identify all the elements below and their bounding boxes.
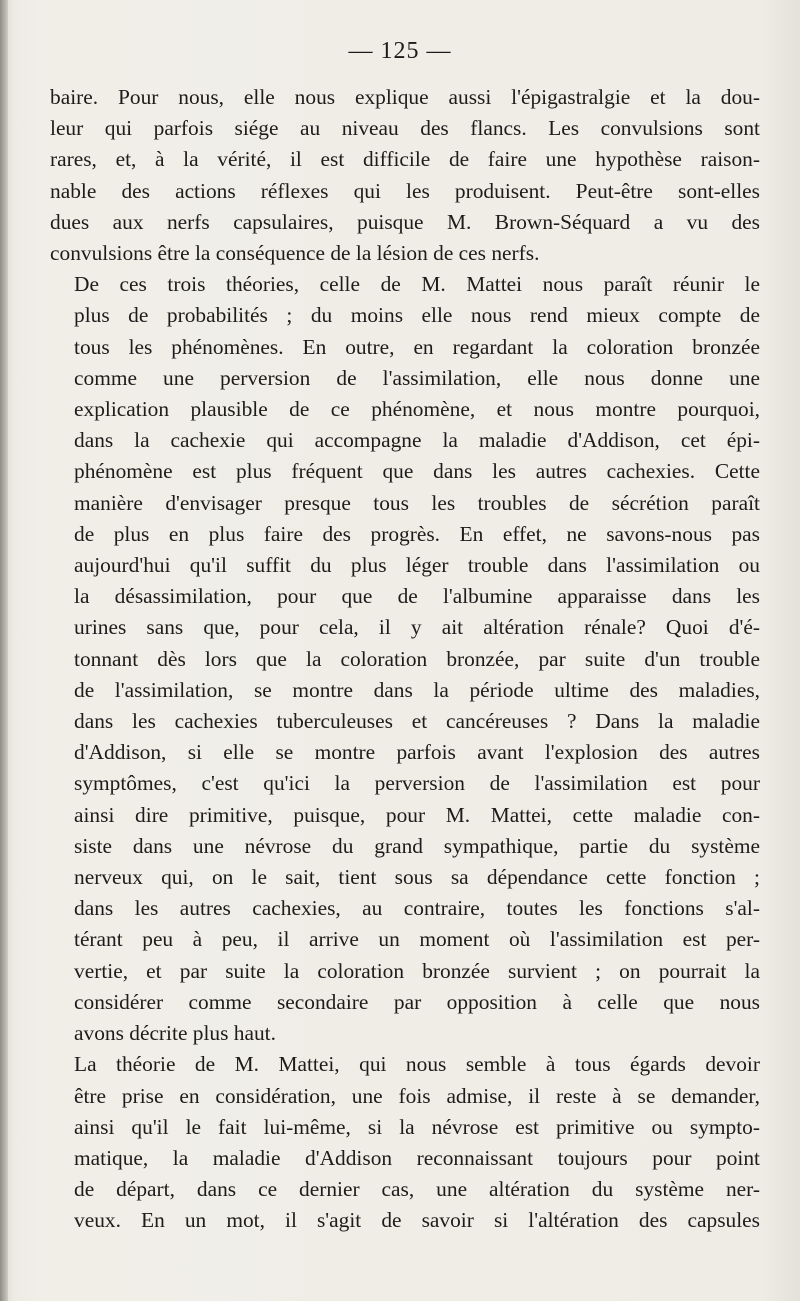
text-line: La théorie de M. Mattei, qui nous semble à tous égards devoir: [74, 1052, 760, 1077]
text-line: baire. Pour nous, elle nous explique aussi l'épigastralgie et la dou-: [50, 85, 760, 109]
text-line: nerveux qui, on le sait, tient sous sa dépendance cette fonction ;: [74, 865, 760, 890]
text-line: phénomène est plus fréquent que dans les autres cachexies. Cette: [74, 459, 760, 484]
text-line: ainsi dire primitive, puisque, pour M. Mattei, cette maladie con-: [74, 802, 760, 827]
text-line: considérer comme secondaire par opposition à celle que nous: [74, 989, 760, 1014]
page-binding-edge: [0, 0, 8, 1301]
text-line: dans la cachexie qui accompagne la maladie d'Addison, cet épi-: [74, 428, 760, 453]
text-line: comme une perversion de l'assimilation, elle nous donne une: [74, 365, 760, 390]
text-line: dans les cachexies tuberculeuses et cancéreuses ? Dans la maladie: [74, 709, 760, 734]
text-line: de l'assimilation, se montre dans la période ultime des maladies,: [74, 677, 760, 702]
text-line: être prise en considération, une fois admise, il reste à se demander,: [74, 1083, 760, 1108]
paragraph: [50, 269, 760, 1049]
text-line: de plus en plus faire des progrès. En effet, ne savons-nous pas: [74, 521, 760, 546]
text-line: symptômes, c'est qu'ici la perversion de l'assimilation est pour: [74, 771, 760, 796]
page-number-header: — 125 —: [348, 38, 452, 64]
text-line: tous les phénomènes. En outre, en regardant la coloration bronzée: [74, 334, 760, 359]
text-line: rares, et, à la vérité, il est difficile de faire une hypothèse raison-: [50, 147, 760, 172]
text-line: convulsions être la conséquence de la lésion de ces nerfs.: [50, 241, 540, 266]
text-line: vertie, et par suite la coloration bronzée survient ; on pourrait la: [74, 958, 760, 983]
text-line: manière d'envisager presque tous les troubles de sécrétion paraît: [74, 490, 760, 515]
text-line: dues aux nerfs capsulaires, puisque M. Brown-Séquard a vu des: [50, 209, 760, 234]
text-line: dans les autres cachexies, au contraire, toutes les fonctions s'al-: [74, 896, 760, 921]
text-line: la désassimilation, pour que de l'albumine apparaisse dans les: [74, 584, 760, 609]
text-line: siste dans une névrose du grand sympathique, partie du système: [74, 833, 760, 858]
paragraph: [50, 82, 760, 269]
text-line: matique, la maladie d'Addison reconnaissant toujours pour point: [74, 1145, 760, 1170]
text-line: leur qui parfois siége au niveau des flancs. Les convulsions sont: [50, 116, 760, 141]
text-line: nable des actions réflexes qui les produisent. Peut-être sont-elles: [50, 178, 760, 203]
text-line: de départ, dans ce dernier cas, une altération du système ner-: [74, 1177, 760, 1202]
paragraph: [50, 1049, 760, 1236]
text-line: tonnant dès lors que la coloration bronzée, par suite d'un trouble: [74, 646, 760, 671]
body-text: [50, 82, 760, 1237]
text-line: plus de probabilités ; du moins elle nous rend mieux compte de: [74, 303, 760, 328]
text-line: explication plausible de ce phénomène, et nous montre pourquoi,: [74, 397, 760, 422]
text-line: De ces trois théories, celle de M. Mattei nous paraît réunir le: [74, 272, 760, 297]
text-line: ainsi qu'il le fait lui-même, si la névrose est primitive ou sympto-: [74, 1114, 760, 1139]
text-line: d'Addison, si elle se montre parfois avant l'explosion des autres: [74, 740, 760, 765]
text-line: avons décrite plus haut.: [74, 1021, 276, 1046]
text-line: térant peu à peu, il arrive un moment où l'assimilation est per-: [74, 927, 760, 952]
text-line: urines sans que, pour cela, il y ait altération rénale? Quoi d'é-: [74, 615, 760, 640]
text-line: veux. En un mot, il s'agit de savoir si l'altération des capsules: [74, 1208, 760, 1233]
text-line: aujourd'hui qu'il suffit du plus léger trouble dans l'assimilation ou: [74, 553, 760, 578]
